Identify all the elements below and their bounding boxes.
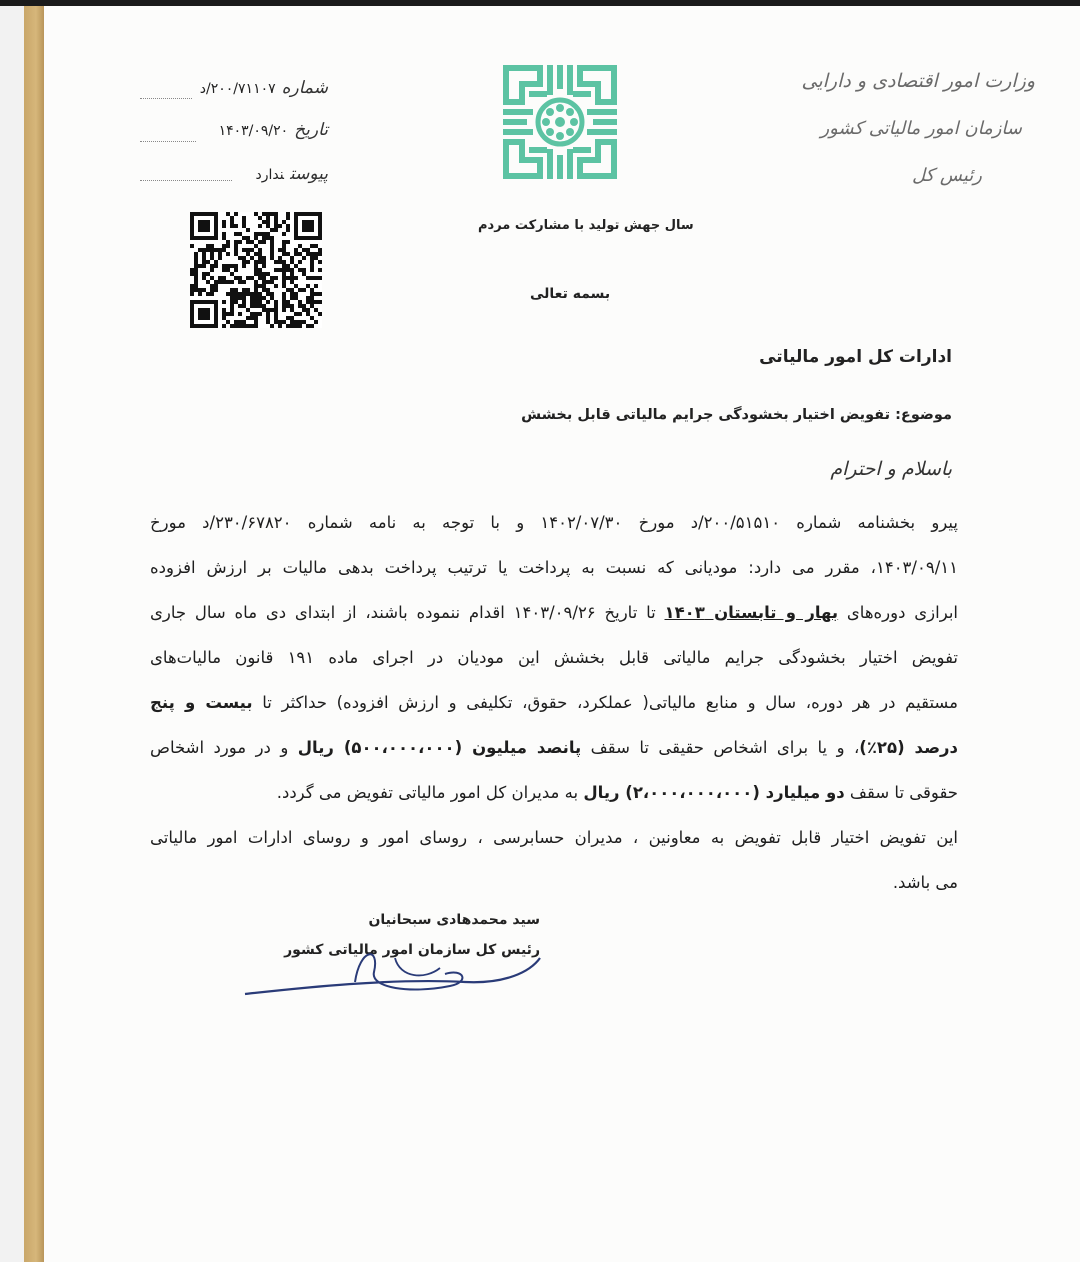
body-text: حقوقی تا سقف (844, 783, 958, 802)
date-field (219, 120, 328, 140)
binding-stripe (24, 6, 44, 1262)
date-value: ۱۴۰۳/۰۹/۲۰ (218, 123, 289, 139)
body-text: ۱۴۰۳/۰۹/۱۱، مقرر می دارد: مودیانی که نسبت به پرداخت یا ترتیب پرداخت بدهی مالیات بر ارزش افزوده (150, 558, 958, 577)
date-label: تاریخ (294, 120, 328, 140)
emphasized-text: دو میلیارد (۲،۰۰۰،۰۰۰،۰۰۰) ریال (583, 783, 845, 802)
body-text: این تفویض اختیار قابل تفویض به معاونین ، مدیران حسابرسی ، روسای امور و روسای ادارات امور مالیاتی (150, 828, 958, 847)
emphasized-text: بهار و تابستان ۱۴۰۳ (664, 603, 839, 622)
greeting: باسلام و احترام (830, 458, 952, 480)
national-tax-administration-emblem-icon (500, 62, 620, 182)
number-label: شماره (281, 78, 328, 98)
left-margin (0, 6, 24, 1262)
slogan: سال جهش تولید با مشارکت مردم (478, 218, 694, 233)
attachment-dots (140, 180, 232, 181)
number-field (200, 78, 328, 98)
body-line (150, 590, 958, 635)
ministry-line-3: رئیس کل (911, 165, 982, 186)
body-text: ابرازی دوره‌های (838, 603, 959, 622)
signatory-title: رئیس کل سازمان امور مالیاتی کشور (284, 942, 540, 958)
number-value: ۲۰۰/۷۱۱۰۷/د (199, 81, 276, 97)
subject: موضوع: تفویض اختیار بخشودگی جرایم مالیاتی قابل بخشش (521, 407, 952, 423)
attachment-field (256, 164, 329, 184)
body-text: ، و یا برای اشخاص حقیقی تا سقف (581, 738, 860, 757)
attachment-label: پیوست (289, 164, 328, 184)
emphasized-text: پانصد میلیون (۵۰۰،۰۰۰،۰۰۰) ریال (297, 738, 582, 757)
ministry-line-2: سازمان امور مالیاتی کشور (820, 118, 1022, 139)
body-text: تا تاریخ ۱۴۰۳/۰۹/۲۶ اقدام ننموده باشند، از ابتدای دی ماه سال جاری (150, 603, 665, 622)
attachment-value: ندارد (255, 167, 284, 183)
body-line (150, 545, 958, 590)
body-line (150, 500, 958, 545)
body-text: و در مورد اشخاص (150, 738, 298, 757)
qr-code-icon (190, 212, 322, 328)
body-text: پیرو بخشنامه شماره ۲۰۰/۵۱۵۱۰/د مورخ ۱۴۰۲/۰۷/۳۰ و با توجه به نامه شماره ۲۳۰/۶۷۸۲۰/د مورخ (150, 513, 958, 532)
handwritten-signature (240, 938, 550, 1008)
body-text: می باشد. (892, 873, 958, 892)
date-dots (140, 141, 196, 142)
body-line (150, 725, 958, 770)
body-line (150, 680, 958, 725)
body-line (150, 860, 958, 905)
body-line (150, 770, 958, 815)
recipient: ادارات کل امور مالیاتی (759, 347, 952, 367)
ministry-line-1: وزارت امور اقتصادی و دارایی (801, 70, 1035, 92)
signatory-name: سید محمدهادی سبحانیان (368, 912, 540, 928)
body-text: تفویض اختیار بخشودگی جرایم مالیاتی قابل بخشش این مودیان در اجرای ماده ۱۹۱ قانون مالیات‌های (150, 648, 959, 667)
invocation: بسمه تعالی (530, 286, 611, 302)
letter-body (150, 500, 958, 905)
body-text: به مدیران کل امور مالیاتی تفویض می گردد. (276, 783, 584, 802)
number-dots (140, 98, 192, 99)
body-line (150, 815, 958, 860)
body-line (150, 635, 958, 680)
emphasized-text: درصد (۲۵٪) (859, 738, 958, 757)
body-text: مستقیم در هر دوره، سال و منابع مالیاتی( عملکرد، حقوق، تکلیفی و ارزش افزوده) حداکثر تا (252, 693, 958, 712)
emphasized-text: بیست و پنج (150, 693, 253, 712)
